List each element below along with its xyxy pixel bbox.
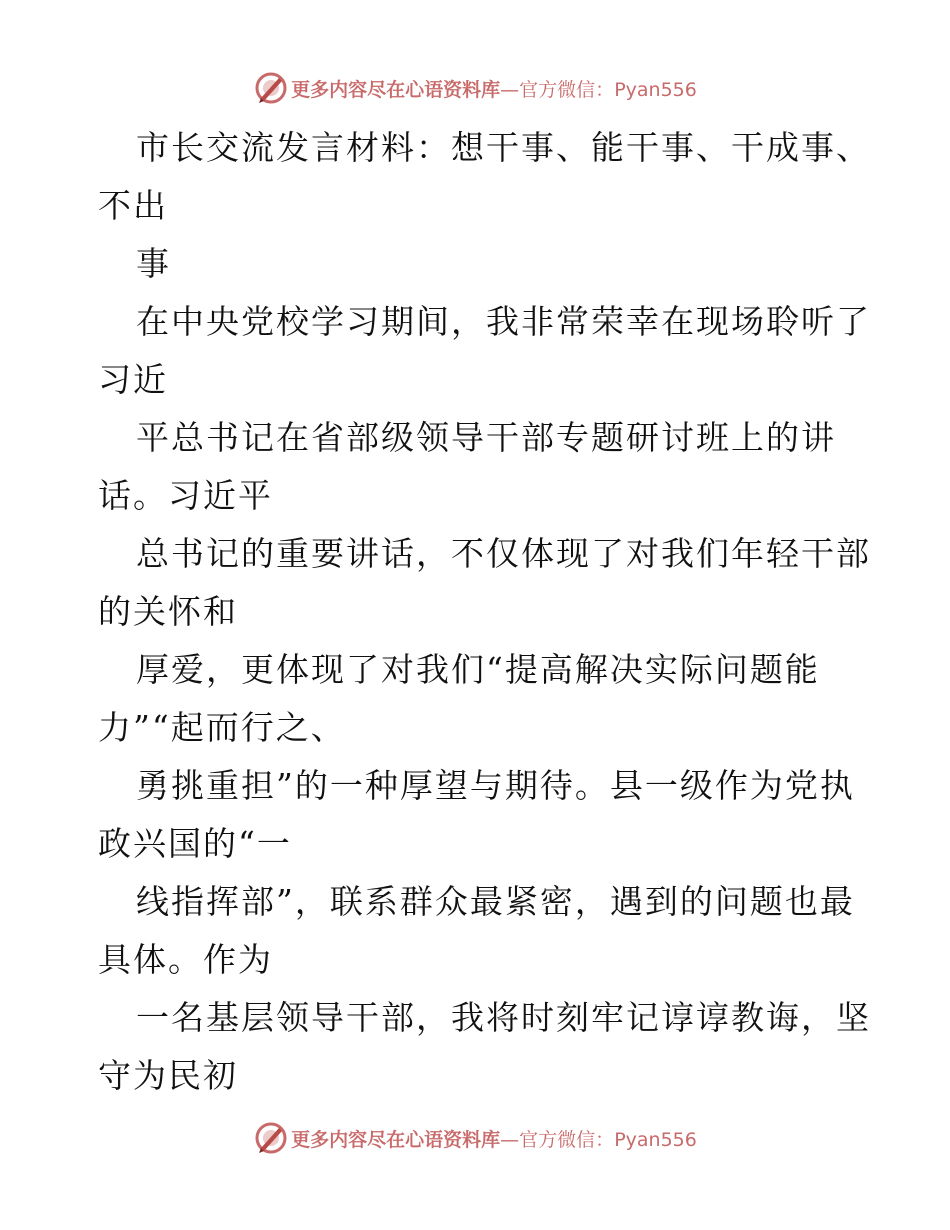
text-line: 在中央党校学习期间，我非常荣幸在现场聆听了 (136, 302, 871, 341)
text-line: 勇挑重担”的一种厚望与期待。县一级作为党执 (136, 766, 855, 805)
text-line: 具体。作为 (98, 940, 273, 979)
watermark-dash: — (500, 78, 520, 101)
watermark-label: 官方微信： (519, 1128, 615, 1151)
text-line: 话。习近平 (98, 476, 273, 515)
pen-seal-logo-icon (253, 1120, 289, 1156)
watermark-text (291, 75, 697, 102)
text-line: 一名基层领导干部，我将时刻牢记谆谆教诲，坚 (136, 998, 871, 1037)
text-line: 平总书记在省部级领导干部专题研讨班上的讲 (136, 418, 836, 457)
text-line: 习近 (98, 360, 168, 399)
footer-watermark (0, 1118, 950, 1158)
text-line: 守为民初 (98, 1056, 238, 1095)
text-line: 不出 (98, 186, 168, 225)
text-line: 的关怀和 (98, 592, 238, 631)
text-line: 力”“起而行之、 (98, 708, 346, 747)
text-line: 线指挥部”，联系群众最紧密，遇到的问题也最 (136, 882, 855, 921)
watermark-title: 更多内容尽在心语资料库 (291, 78, 501, 101)
watermark-handle: Pyan556 (614, 1128, 697, 1151)
text-line: 厚爱，更体现了对我们“提高解决实际问题能 (136, 650, 820, 689)
watermark-handle: Pyan556 (614, 78, 697, 101)
text-line: 事 (136, 244, 171, 283)
header-watermark (0, 68, 950, 108)
text-line: 市长交流发言材料：想干事、能干事、干成事、 (136, 128, 871, 167)
text-line: 总书记的重要讲话，不仅体现了对我们年轻干部 (136, 534, 871, 573)
watermark-text (291, 1125, 697, 1152)
text-line: 政兴国的“一 (98, 824, 292, 863)
pen-seal-logo-icon (253, 70, 289, 106)
watermark-label: 官方微信： (519, 78, 615, 101)
watermark-dash: — (500, 1128, 520, 1151)
watermark-title: 更多内容尽在心语资料库 (291, 1128, 501, 1151)
